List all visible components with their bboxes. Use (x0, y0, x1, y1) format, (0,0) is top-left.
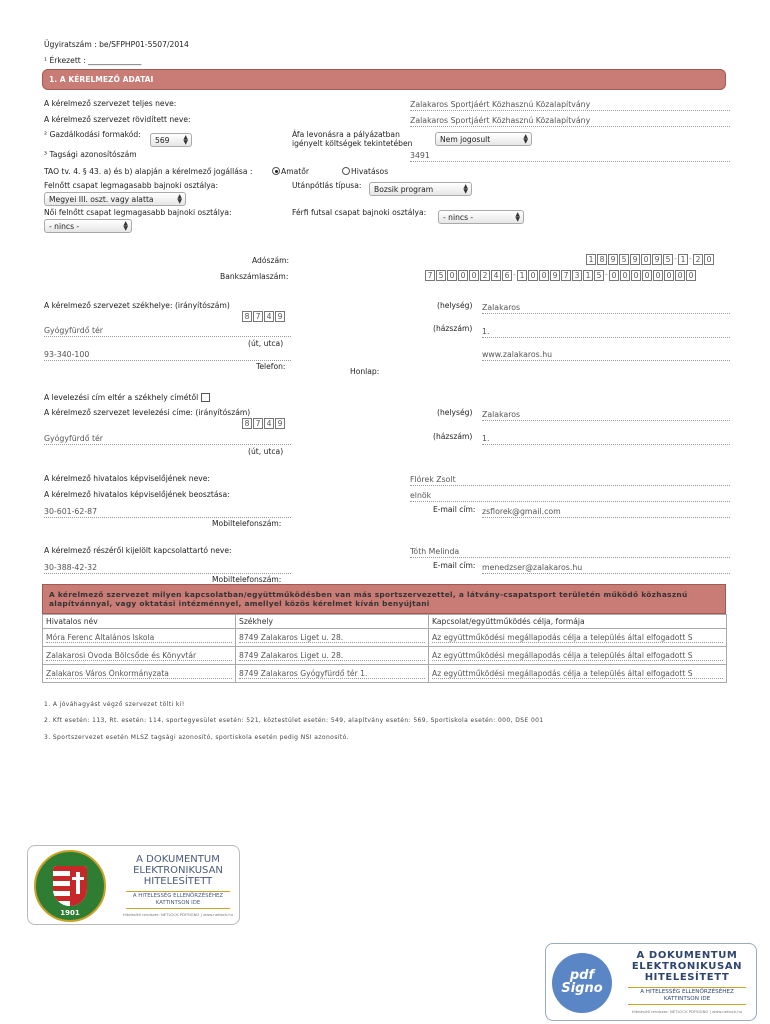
digit-box: 3 (572, 270, 582, 281)
updown-icon: ▲ ▼ (183, 134, 188, 146)
vat-label-line1: Áfa levonásra a pályázatban (292, 130, 400, 139)
digit-box: 7 (253, 418, 263, 429)
tao-professional-label: Hivatásos (351, 167, 389, 176)
seat-label: A kérelmező szervezet székhelye: (irányítószám) (44, 301, 230, 310)
verify-link-line-2: KATTINTSON IDE (663, 996, 711, 1002)
footnote-3: 3. Sportszervezet esetén MLSZ tagsági azonosító, sportiskola esetén pedig NSI azonosító. (44, 734, 349, 741)
econ-form-select[interactable] (150, 133, 192, 147)
cross-bar (72, 877, 84, 880)
digit-box: 0 (528, 270, 538, 281)
digit-box: 0 (664, 270, 674, 281)
stamp-line-1: A DOKUMENTUM (136, 854, 220, 865)
digit-box: 1 (517, 270, 527, 281)
tao-amateur-radio[interactable] (272, 167, 309, 176)
digit-box: 4 (264, 418, 274, 429)
seat-city-field[interactable]: Zalakaros (482, 303, 730, 314)
updown-icon: ▲ ▼ (177, 193, 182, 205)
authentication-stamp-2[interactable] (545, 943, 757, 1021)
received-field: ¹ Érkezett : ______________ (44, 56, 142, 65)
mail-city-label: (helység) (437, 408, 473, 417)
table-row (43, 647, 727, 665)
reference-number: Ügyiratszám : be/SFPHP01-5507/2014 (44, 40, 189, 49)
digit-box: 0 (458, 270, 468, 281)
table-cell (236, 665, 429, 683)
rep-mobile-field[interactable]: 30-601-62-87 (44, 507, 291, 518)
table-cell (429, 629, 727, 647)
vat-label-line2: igényelt költségek tekintetében (292, 139, 413, 148)
women-team-label: Női felnőtt csapat legmagasabb bajnoki osztálya: (44, 208, 232, 217)
seat-city-label: (helység) (437, 301, 473, 310)
digit-box: 7 (425, 270, 435, 281)
table-row (43, 629, 727, 647)
futsal-label: Férfi futsal csapat bajnoki osztálya: (292, 208, 427, 217)
table-cell (429, 665, 727, 683)
digit-box: 0 (686, 270, 696, 281)
seat-house-field[interactable]: 1. (482, 327, 730, 338)
youth-type-select[interactable] (369, 182, 472, 196)
full-name-field[interactable]: Zalakaros Sportjáért Közhasznú Közalapítvány (410, 100, 730, 111)
stamp-line-1: A DOKUMENTUM (636, 950, 738, 961)
digit-separator: - (605, 271, 608, 279)
mail-house-field[interactable]: 1. (482, 434, 730, 445)
digit-box: 0 (675, 270, 685, 281)
seat-street-field[interactable]: Gyógyfürdő tér (44, 326, 291, 337)
contact-mobile-label: Mobiltelefonszám: (212, 575, 282, 584)
table-cell (429, 647, 727, 665)
phone-label: Telefon: (256, 362, 286, 371)
digit-box: 2 (693, 254, 703, 265)
digit-box: 9 (275, 418, 285, 429)
vat-select[interactable] (435, 132, 532, 146)
tax-number-label: Adószám: (252, 256, 290, 265)
verify-link[interactable] (126, 891, 230, 909)
women-team-value: - nincs - (49, 222, 80, 231)
contact-name-label: A kérelmező részéről kijelölt kapcsolattartó neve: (44, 546, 232, 555)
digit-box: 8 (597, 254, 607, 265)
digit-separator: - (513, 271, 516, 279)
mail-differs-checkbox[interactable] (44, 393, 210, 402)
digit-box: 9 (275, 311, 285, 322)
stamp-line-2: ELEKTRONIKUSAN (631, 961, 743, 972)
econ-form-label: ² Gazdálkodási formakód: (44, 130, 141, 139)
table-header-row (43, 615, 727, 629)
cross-icon (76, 872, 80, 894)
futsal-value: - nincs - (443, 213, 474, 222)
digit-box: 0 (704, 254, 714, 265)
youth-type-value: Bozsik program (374, 185, 434, 194)
rep-title-label: A kérelmező hivatalos képviselőjének beosztása: (44, 490, 230, 499)
column-header: Hivatalos név (43, 615, 236, 629)
rep-name-label: A kérelmező hivatalos képviselőjének neve: (44, 474, 210, 483)
digit-box: 0 (631, 270, 641, 281)
contact-email-label: E-mail cím: (433, 561, 476, 570)
verify-link[interactable] (628, 987, 746, 1005)
pdfsigno-logo: pdf Signo (552, 953, 612, 1013)
digit-separator: - (689, 255, 692, 263)
table-cell (43, 647, 236, 665)
section-1-header: 1. A KÉRELMEZŐ ADATAI (42, 69, 726, 90)
table-cell (236, 647, 429, 665)
partner-purpose-field[interactable]: Az együttműködési megállapodás célja a település által elfogadott S (432, 669, 723, 679)
mail-street-field[interactable]: Gyógyfürdő tér (44, 434, 291, 445)
digit-box: 9 (652, 254, 662, 265)
stamp-fine-print: Hitelesítő rendszer: NETLOCK PDFSIGNO | www.netlock.hu (631, 1009, 743, 1014)
stamp-title (620, 950, 754, 983)
website-label: Honlap: (350, 367, 380, 376)
website-field[interactable]: www.zalakaros.hu (482, 350, 730, 361)
partners-header: A kérelmező szervezet milyen kapcsolatban/együttműködésben van más sportszervezettel, a látvány-csapatsport területén működő közhasznú alapítvánnyal, vagy oktatási intézménnyel, amellyel közös kérelmet kíván benyújtani (42, 584, 726, 614)
updown-icon: ▲ ▼ (523, 133, 528, 145)
digit-box: 4 (264, 311, 274, 322)
digit-box: 4 (491, 270, 501, 281)
partner-name-field[interactable]: Zalakarosi Óvoda Bölcsőde és Könyvtár (46, 651, 232, 661)
table-cell (236, 629, 429, 647)
seal-year: 1901 (60, 909, 80, 917)
tao-professional-radio[interactable] (342, 167, 388, 176)
digit-box: 2 (480, 270, 490, 281)
stamp-line-2: ELEKTRONIKUSAN (133, 865, 223, 876)
digit-separator: - (674, 255, 677, 263)
verify-link-line-2: KATTINTSON IDE (155, 900, 201, 906)
rep-name-field[interactable]: Flórek Zsolt (410, 475, 730, 486)
mail-house-label: (házszám) (433, 432, 473, 441)
tao-status-label: TAO tv. 4. § 43. a) és b) alapján a kérelmező jogállása : (44, 167, 253, 176)
mail-city-field[interactable]: Zalakaros (482, 410, 730, 421)
full-name-label: A kérelmező szervezet teljes neve: (44, 99, 177, 108)
digit-box: 9 (630, 254, 640, 265)
digit-box: 5 (619, 254, 629, 265)
rep-title-field[interactable]: elnök (410, 491, 730, 502)
partner-name-field[interactable]: Zalakaros Város Önkormányzata (46, 669, 232, 679)
short-name-field[interactable]: Zalakaros Sportjáért Közhasznú Közalapítvány (410, 116, 730, 127)
shield-icon (53, 866, 87, 906)
digit-box: 0 (447, 270, 457, 281)
vat-value: Nem jogosult (440, 135, 491, 144)
rep-email-label: E-mail cím: (433, 505, 476, 514)
digit-box: 1 (583, 270, 593, 281)
partner-seat-field[interactable]: 8749 Zalakaros Liget u. 28. (239, 651, 425, 661)
digit-box: 0 (539, 270, 549, 281)
stamp-fine-print: Hitelesítő rendszer: NETLOCK PDFSIGNO | www.netlock.hu (122, 912, 234, 917)
adult-team-select[interactable] (44, 192, 186, 206)
adult-team-label: Felnőtt csapat legmagasabb bajnoki osztálya: (44, 181, 218, 190)
stamp-line-3: HITELESÍTETT (143, 876, 213, 887)
partner-purpose-field[interactable]: Az együttműködési megállapodás célja a település által elfogadott S (432, 633, 723, 643)
digit-box: 8 (242, 418, 252, 429)
checkbox-icon (201, 393, 210, 402)
digit-box: 0 (620, 270, 630, 281)
digit-box: 7 (253, 311, 263, 322)
digit-box: 5 (436, 270, 446, 281)
contact-name-field[interactable]: Tóth Melinda (410, 547, 730, 558)
tao-amateur-label: Amatőr (281, 167, 309, 176)
bank-account-field[interactable] (425, 270, 697, 281)
table-cell (43, 629, 236, 647)
updown-icon: ▲ ▼ (123, 220, 128, 232)
partners-table (42, 614, 727, 683)
tax-number-field[interactable] (586, 254, 715, 265)
seat-house-label: (házszám) (433, 324, 473, 333)
contact-mobile-field[interactable]: 30-388-42-32 (44, 563, 291, 574)
digit-box: 0 (642, 270, 652, 281)
phone-field[interactable]: 93-340-100 (44, 350, 291, 361)
mail-zip-field[interactable] (242, 418, 286, 429)
member-id-label: ³ Tagsági azonosítószám (44, 150, 137, 159)
club-seal-logo (34, 850, 106, 922)
radio-selected-icon (272, 167, 280, 175)
digit-box: 5 (594, 270, 604, 281)
short-name-label: A kérelmező szervezet rövidített neve: (44, 115, 191, 124)
digit-box: 6 (502, 270, 512, 281)
updown-icon: ▲ ▼ (463, 183, 468, 195)
mail-differs-label: A levelezési cím eltér a székhely címétől (44, 393, 199, 402)
adult-team-value: Megyei III. oszt. vagy alatta (49, 195, 154, 204)
authentication-stamp-1[interactable] (27, 845, 240, 925)
contact-email-field[interactable]: menedzser@zalakaros.hu (482, 563, 730, 574)
youth-type-label: Utánpótlás típusa: (292, 181, 362, 190)
digit-box: 0 (609, 270, 619, 281)
verify-link-line-1: A HITELESSÉG ELLENŐRZÉSÉHEZ (640, 989, 734, 995)
digit-box: 8 (242, 311, 252, 322)
rep-mobile-label: Mobiltelefonszám: (212, 519, 282, 528)
econ-form-value: 569 (155, 136, 170, 145)
table-cell (43, 665, 236, 683)
digit-box: 0 (641, 254, 651, 265)
radio-empty-icon (342, 167, 350, 175)
column-header: Székhely (236, 615, 429, 629)
partner-name-field[interactable]: Móra Ferenc Általános Iskola (46, 633, 232, 643)
mail-label: A kérelmező szervezet levelezési címe: (irányítószám) (44, 408, 251, 417)
stamp-line-3: HITELESÍTETT (644, 972, 730, 983)
column-header: Kapcsolat/együttműködés célja, formája (429, 615, 727, 629)
shield-stripes (53, 866, 70, 906)
stamp-title (120, 854, 236, 887)
footnote-2: 2. Kft esetén: 113, Rt. esetén: 114, sportegyesület esetén: 521, köztestület esetén: 549, alapítvány esetén: 569, Sportiskola esetén: 000, DSE 001 (44, 717, 544, 724)
seat-zip-field[interactable] (242, 311, 286, 322)
digit-box: 9 (608, 254, 618, 265)
bank-account-label: Bankszámlaszám: (220, 272, 289, 281)
digit-box: 0 (469, 270, 479, 281)
updown-icon: ▲ ▼ (515, 211, 520, 223)
footnote-1: 1. A jóváhagyást végző szervezet tölti ki! (44, 701, 185, 708)
member-id-field[interactable]: 3491 (410, 151, 730, 162)
rep-email-field[interactable]: zsflorek@gmail.com (482, 507, 730, 518)
digit-box: 0 (653, 270, 663, 281)
mail-street-label: (út, utca) (248, 447, 284, 456)
seat-street-label: (út, utca) (248, 339, 284, 348)
digit-box: 1 (586, 254, 596, 265)
partner-seat-field[interactable]: 8749 Zalakaros Liget u. 28. (239, 633, 425, 643)
women-team-select[interactable] (44, 219, 132, 233)
partner-purpose-field[interactable]: Az együttműködési megállapodás célja a település által elfogadott S (432, 651, 723, 661)
futsal-select[interactable] (438, 210, 524, 224)
digit-box: 1 (678, 254, 688, 265)
verify-link-line-1: A HITELESSÉG ELLENŐRZÉSÉHEZ (132, 893, 224, 899)
digit-box: 5 (663, 254, 673, 265)
digit-box: 7 (561, 270, 571, 281)
table-row (43, 665, 727, 683)
digit-box: 9 (550, 270, 560, 281)
partner-seat-field[interactable]: 8749 Zalakaros Gyógyfürdő tér 1. (239, 669, 425, 679)
